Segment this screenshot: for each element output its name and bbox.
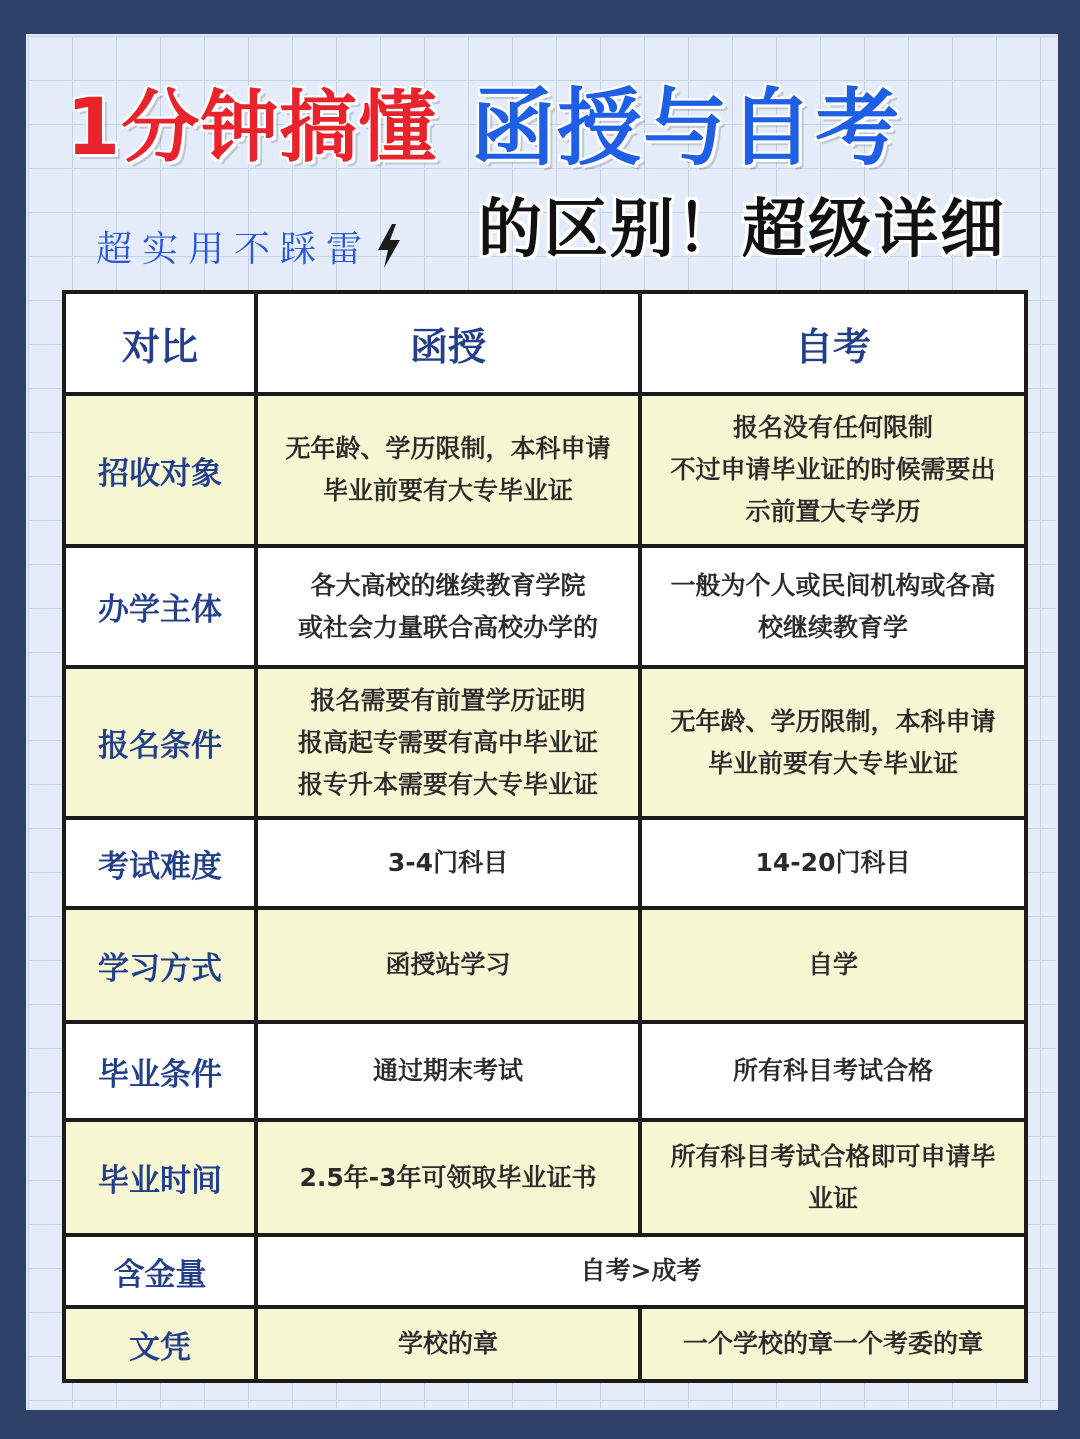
zikao-cell <box>640 546 1026 667</box>
hanshou-cell <box>256 546 640 667</box>
title-part-red: 1分钟搞懂 <box>66 83 438 173</box>
zikao-cell <box>640 1120 1026 1235</box>
cell-line: 报高起专需要有高中毕业证 <box>297 727 598 757</box>
zikao-cell: 14-20门科目 <box>640 818 1026 908</box>
table-row <box>64 818 1026 908</box>
row-label: 考试难度 <box>64 818 256 908</box>
hanshou-cell <box>256 667 640 818</box>
cell-line: 无年龄、学历限制，本科申请 <box>670 706 996 736</box>
cell-line: 各大高校的继续教育学院 <box>310 570 586 600</box>
subtitle <box>96 218 404 274</box>
cell-line: 业证 <box>807 1183 858 1213</box>
row-label: 含金量 <box>64 1235 256 1307</box>
cell-line: 不过申请毕业证的时候需要出 <box>670 455 996 484</box>
cell-line: 毕业前要有大专毕业证 <box>707 748 958 778</box>
header-compare: 对比 <box>64 292 256 394</box>
hanshou-cell: 2.5年-3年可领取毕业证书 <box>256 1120 640 1235</box>
table-row <box>64 394 1026 546</box>
cell-line: 一般为个人或民间机构或各高 <box>670 570 996 600</box>
comparison-table <box>62 290 1028 1383</box>
table-row <box>64 908 1026 1022</box>
title-part-blue: 函授与自考 <box>471 78 902 177</box>
table-row <box>64 546 1026 667</box>
cell-line: 或社会力量联合高校办学的 <box>297 612 598 642</box>
hanshou-cell: 函授站学习 <box>256 908 640 1022</box>
table-row <box>64 1307 1026 1381</box>
row-label: 招收对象 <box>64 394 256 546</box>
header-hanshou: 函授 <box>256 292 640 394</box>
zikao-cell <box>640 667 1026 818</box>
merged-cell: 自考>成考 <box>256 1235 1026 1307</box>
title-line-two: 的区别！超级详细 <box>478 193 1006 267</box>
hanshou-cell: 通过期末考试 <box>256 1022 640 1120</box>
row-label: 学习方式 <box>64 908 256 1022</box>
hanshou-cell: 3-4门科目 <box>256 818 640 908</box>
table-row <box>64 667 1026 818</box>
lightning-bolt-icon <box>374 222 404 270</box>
cell-line: 报名没有任何限制 <box>732 413 933 442</box>
table-row <box>64 1235 1026 1307</box>
table-header-row <box>64 292 1026 394</box>
table-row <box>64 1022 1026 1120</box>
cell-line: 毕业前要有大专毕业证 <box>322 476 573 505</box>
cell-line: 示前置大专学历 <box>745 497 921 526</box>
zikao-cell: 所有科目考试合格 <box>640 1022 1026 1120</box>
hanshou-cell: 学校的章 <box>256 1307 640 1381</box>
cell-line: 报专升本需要有大专毕业证 <box>297 769 598 799</box>
cell-line: 无年龄、学历限制，本科申请 <box>285 434 611 463</box>
subtitle-text: 超实用不踩雷 <box>96 228 373 270</box>
row-label: 毕业时间 <box>64 1120 256 1235</box>
table-row <box>64 1120 1026 1235</box>
main-title <box>66 66 901 176</box>
cell-line: 校继续教育学 <box>757 612 908 642</box>
hanshou-cell <box>256 394 640 546</box>
row-label: 报名条件 <box>64 667 256 818</box>
header-zikao: 自考 <box>640 292 1026 394</box>
zikao-cell: 自学 <box>640 908 1026 1022</box>
zikao-cell: 一个学校的章一个考委的章 <box>640 1307 1026 1381</box>
row-label: 办学主体 <box>64 546 256 667</box>
cell-line: 报名需要有前置学历证明 <box>310 685 586 715</box>
row-label: 文凭 <box>64 1307 256 1381</box>
zikao-cell <box>640 394 1026 546</box>
cell-line: 所有科目考试合格即可申请毕 <box>670 1141 996 1171</box>
row-label: 毕业条件 <box>64 1022 256 1120</box>
